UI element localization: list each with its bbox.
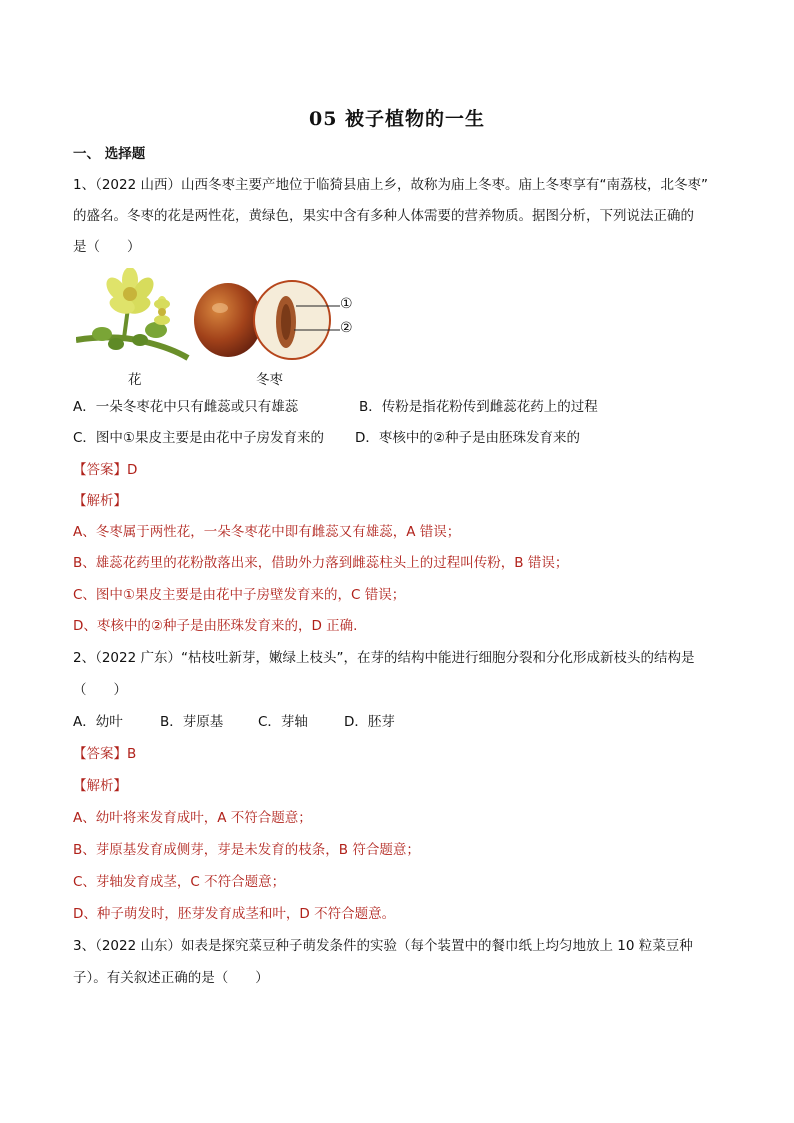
q1-option-c: C．图中①果皮主要是由花中子房发育来的: [73, 430, 325, 446]
q1-analysis-b: B、雄蕊花药里的花粉散落出来，借助外力落到雌蕊柱头上的过程叫传粉，B 错误；: [73, 555, 569, 571]
q1-option-a: A．一朵冬枣花中只有雌蕊或只有雄蕊: [73, 399, 299, 415]
q2-option-c: C．芽轴: [258, 714, 308, 730]
q1-option-b: B．传粉是指花粉传到雌蕊花药上的过程: [359, 399, 598, 415]
q2-option-a: A．幼叶: [73, 714, 123, 730]
q2-option-d: D．胚芽: [344, 714, 395, 730]
q2-analysis-label: 【解析】: [73, 778, 127, 794]
label-lines: [290, 298, 346, 338]
q1-analysis-a: A、冬枣属于两性花，一朵冬枣花中即有雌蕊又有雄蕊，A 错误；: [73, 524, 461, 540]
q3-stem-line2: 子）。有关叙述正确的是（ ）: [73, 970, 269, 986]
q1-answer: 【答案】D: [73, 462, 138, 478]
q2-analysis-a: A、幼叶将来发育成叶，A 不符合题意；: [73, 810, 312, 826]
q2-option-b: B．芽原基: [160, 714, 224, 730]
q1-stem-line1: 1、（2022 山西）山西冬枣主要产地位于临猗县庙上乡，故称为庙上冬枣。庙上冬枣享有“南荔枝，北冬枣”: [73, 177, 708, 193]
section-heading: 一、 选择题: [73, 146, 146, 162]
q1-stem-line2: 的盛名。冬枣的花是两性花，黄绿色，果实中含有多种人体需要的营养物质。据图分析，下列说法正确的: [73, 208, 694, 224]
q2-stem-line2: （ ）: [73, 682, 127, 698]
q1-option-d: D．枣核中的②种子是由胚珠发育来的: [355, 430, 580, 446]
q1-analysis-d: D、枣核中的②种子是由胚珠发育来的，D 正确.: [73, 618, 358, 634]
q2-analysis-b: B、芽原基发育成侧芽，芽是未发育的枝条，B 符合题意；: [73, 842, 420, 858]
q2-stem-line1: 2、（2022 广东）“枯枝吐新芽，嫩绿上枝头”，在芽的结构中能进行细胞分裂和分化形成新枝头的结构是: [73, 650, 695, 666]
marker-2: ②: [340, 320, 353, 336]
caption-flower: 花: [128, 372, 142, 388]
q2-answer: 【答案】B: [73, 746, 137, 762]
q2-analysis-c: C、芽轴发育成茎，C 不符合题意；: [73, 874, 286, 890]
caption-jujube: 冬枣: [256, 372, 283, 388]
marker-1: ①: [340, 296, 353, 312]
q3-stem-line1: 3、（2022 山东）如表是探究菜豆种子萌发条件的实验（每个装置中的餐巾纸上均匀地放上 10 粒菜豆种: [73, 938, 693, 954]
q1-analysis-c: C、图中①果皮主要是由花中子房壁发育来的，C 错误；: [73, 587, 406, 603]
page-title: 05 被子植物的一生: [308, 108, 486, 130]
q2-analysis-d: D、种子萌发时，胚芽发育成茎和叶，D 不符合题意。: [73, 906, 396, 922]
q1-stem-line3: 是（ ）: [73, 239, 141, 255]
q1-analysis-label: 【解析】: [73, 493, 127, 509]
jujube-flower-image: [76, 268, 190, 364]
